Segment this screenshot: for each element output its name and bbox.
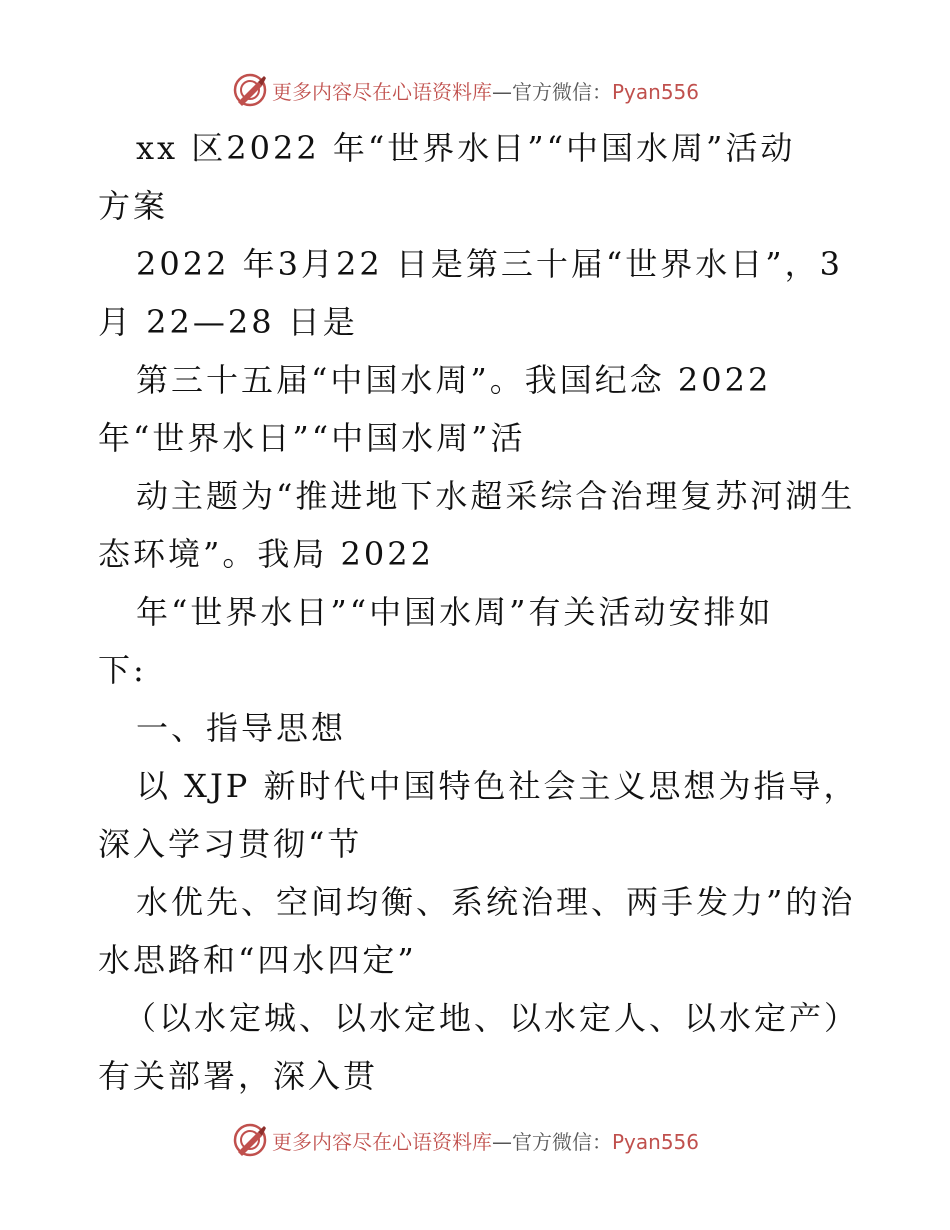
doc-paragraph-line: 动主题为“推进地下水超采综合治理复苏河湖生 bbox=[136, 477, 856, 515]
doc-paragraph-line: 年“世界水日”“中国水周”活 bbox=[98, 419, 526, 457]
doc-paragraph-line: 水思路和“四水四定” bbox=[98, 941, 417, 979]
doc-paragraph-line: 月 22—28 日是 bbox=[98, 303, 358, 341]
watermark-separator: — bbox=[492, 79, 512, 104]
doc-paragraph-line: 深入学习贯彻“节 bbox=[98, 825, 363, 863]
watermark-wechat-id: Pyan556 bbox=[612, 1129, 700, 1154]
watermark-wechat-label: 官方微信： bbox=[512, 79, 612, 104]
doc-paragraph-line: 水优先、空间均衡、系统治理、两手发力”的治 bbox=[136, 883, 856, 921]
pen-logo-icon bbox=[232, 72, 268, 108]
doc-title-line-2: 方案 bbox=[98, 187, 169, 225]
header-watermark bbox=[232, 70, 712, 110]
section-heading: 一、指导思想 bbox=[136, 709, 347, 747]
footer-watermark bbox=[232, 1120, 712, 1160]
doc-paragraph-line: 第三十五届“中国水周”。我国纪念 2022 bbox=[136, 361, 772, 399]
doc-paragraph-line: 以 XJP 新时代中国特色社会主义思想为指导， bbox=[136, 767, 859, 805]
watermark-wechat-label: 官方微信： bbox=[512, 1129, 612, 1154]
doc-paragraph-line: 2022 年3月22 日是第三十届“世界水日”，3 bbox=[136, 245, 843, 283]
doc-paragraph-line: 态环境”。我局 2022 bbox=[98, 535, 434, 573]
doc-paragraph-line: 年“世界水日”“中国水周”有关活动安排如 bbox=[136, 593, 774, 631]
watermark-wechat-id: Pyan556 bbox=[612, 79, 700, 104]
doc-paragraph-line: 有关部署，深入贯 bbox=[98, 1057, 379, 1095]
doc-paragraph-line: 下: bbox=[98, 651, 147, 689]
watermark-separator: — bbox=[492, 1129, 512, 1154]
doc-paragraph-line: （以水定城、以水定地、以水定人、以水定产） bbox=[124, 999, 860, 1037]
watermark-site-text: 更多内容尽在心语资料库 bbox=[272, 79, 492, 104]
pen-logo-icon bbox=[232, 1122, 268, 1158]
doc-title-line-1: xx 区2022 年“世界水日”“中国水周”活动 bbox=[136, 129, 796, 167]
watermark-site-text: 更多内容尽在心语资料库 bbox=[272, 1129, 492, 1154]
